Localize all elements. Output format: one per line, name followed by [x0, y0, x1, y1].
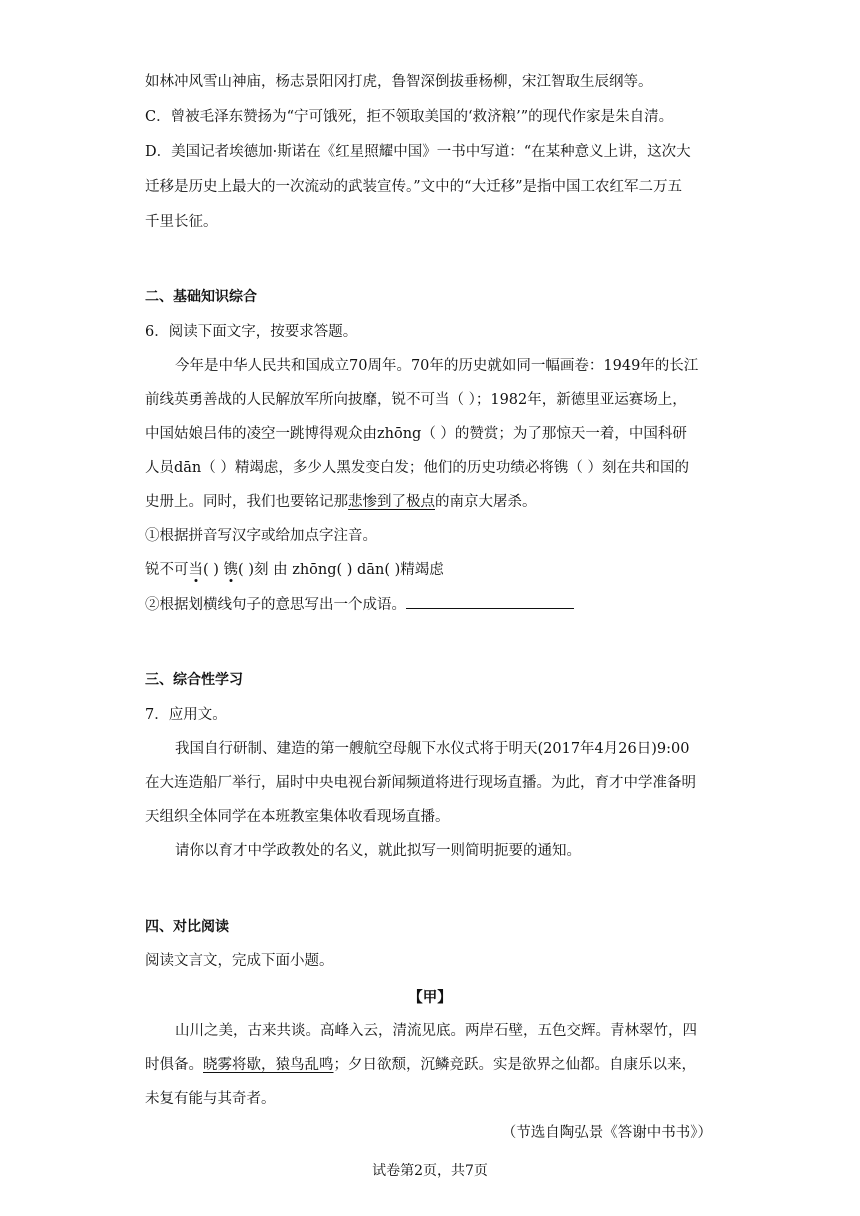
- text-line: 如林冲风雪山神庙，杨志景阳冈打虎，鲁智深倒拔垂杨柳，宋江智取生辰纲等。: [145, 74, 653, 90]
- answer-row: [145, 560, 444, 580]
- answer-blanks[interactable]: ( )刻 由 zhōng( ) dān( )精竭虑: [238, 562, 444, 578]
- passage-line: 中国姑娘吕伟的凌空一跳博得观众由zhōng（ ）的赞赏；为了那惊天一着，中国科研: [145, 426, 687, 442]
- section-heading: 三、综合性学习: [145, 672, 243, 688]
- page-footer: 试卷第2页，共7页: [372, 1163, 488, 1179]
- section-heading: 二、基础知识综合: [145, 289, 257, 305]
- underlined-sentence: 晓雾将歇，猿鸟乱鸣: [203, 1057, 334, 1073]
- text-line: 迁移是历史上最大的一次流动的武装宣传。”文中的“大迁移”是指中国工农红军二万五: [145, 179, 682, 195]
- passage-line: 山川之美，古来共谈。高峰入云，清流见底。两岸石壁，五色交辉。青林翠竹，四: [175, 1023, 697, 1039]
- instruction: 阅读文言文，完成下面小题。: [145, 953, 334, 969]
- underlined-sentence: 悲惨到了极点: [348, 494, 435, 510]
- passage-line: 前线英勇善战的人民解放军所向披靡，锐不可当（ ）；1982年，新德里亚运赛场上，: [145, 392, 687, 408]
- passage-line: 在大连造船厂举行，届时中央电视台新闻频道将进行现场直播。为此，育才中学准备明: [145, 775, 696, 791]
- passage-line: 我国自行研制、建造的第一艘航空母舰下水仪式将于明天(2017年4月26日)9:00: [175, 741, 690, 757]
- passage-line: 未复有能与其奇者。: [145, 1091, 276, 1107]
- text: ；夕日欲颓，沉鳞竞跃。实是欲界之仙都。自康乐以来，: [333, 1057, 696, 1073]
- answer-line[interactable]: [406, 594, 574, 609]
- option-d: D．美国记者埃德加·斯诺在《红星照耀中国》一书中写道：“在某种意义上讲，这次大: [145, 144, 691, 160]
- section-heading: 四、对比阅读: [145, 919, 229, 935]
- passage-line: [145, 492, 537, 512]
- sub-question-1: ①根据拼音写汉字或给加点字注音。: [145, 528, 377, 544]
- answer-blank[interactable]: ( ): [203, 562, 219, 578]
- question-7: 7．应用文。: [145, 707, 227, 723]
- question-6: 6．阅读下面文字，按要求答题。: [145, 324, 358, 340]
- source-citation: （节选自陶弘景《答谢中书书》）: [501, 1125, 712, 1141]
- option-c: C．曾被毛泽东赞扬为“宁可饿死，拒不领取美国的‘救济粮’”的现代作家是朱自清。: [145, 109, 674, 125]
- text: ②根据划横线句子的意思写出一个成语。: [145, 597, 406, 613]
- passage-line: 今年是中华人民共和国成立70周年。70年的历史就如同一幅画卷：1949年的长江: [175, 358, 699, 374]
- passage-line: 天组织全体同学在本班教室集体收看现场直播。: [145, 809, 450, 825]
- text-line: 千里长征。: [145, 214, 218, 230]
- dotted-char: 镌: [223, 562, 239, 578]
- text: 史册上。同时，我们也要铭记那: [145, 494, 348, 510]
- passage-line: 人员dān（ ）精竭虑，多少人黑发变白发；他们的历史功绩必将镌（ ）刻在共和国的: [145, 460, 689, 476]
- text: 锐不可: [145, 562, 189, 578]
- passage-line: 请你以育才中学政教处的名义，就此拟写一则简明扼要的通知。: [175, 843, 581, 859]
- text: 的南京大屠杀。: [435, 494, 537, 510]
- passage-title: 【甲】: [408, 989, 452, 1006]
- sub-question-2: [145, 594, 574, 615]
- passage-line: [145, 1055, 696, 1075]
- text: 时俱备。: [145, 1057, 203, 1073]
- dotted-char: 当: [188, 562, 203, 578]
